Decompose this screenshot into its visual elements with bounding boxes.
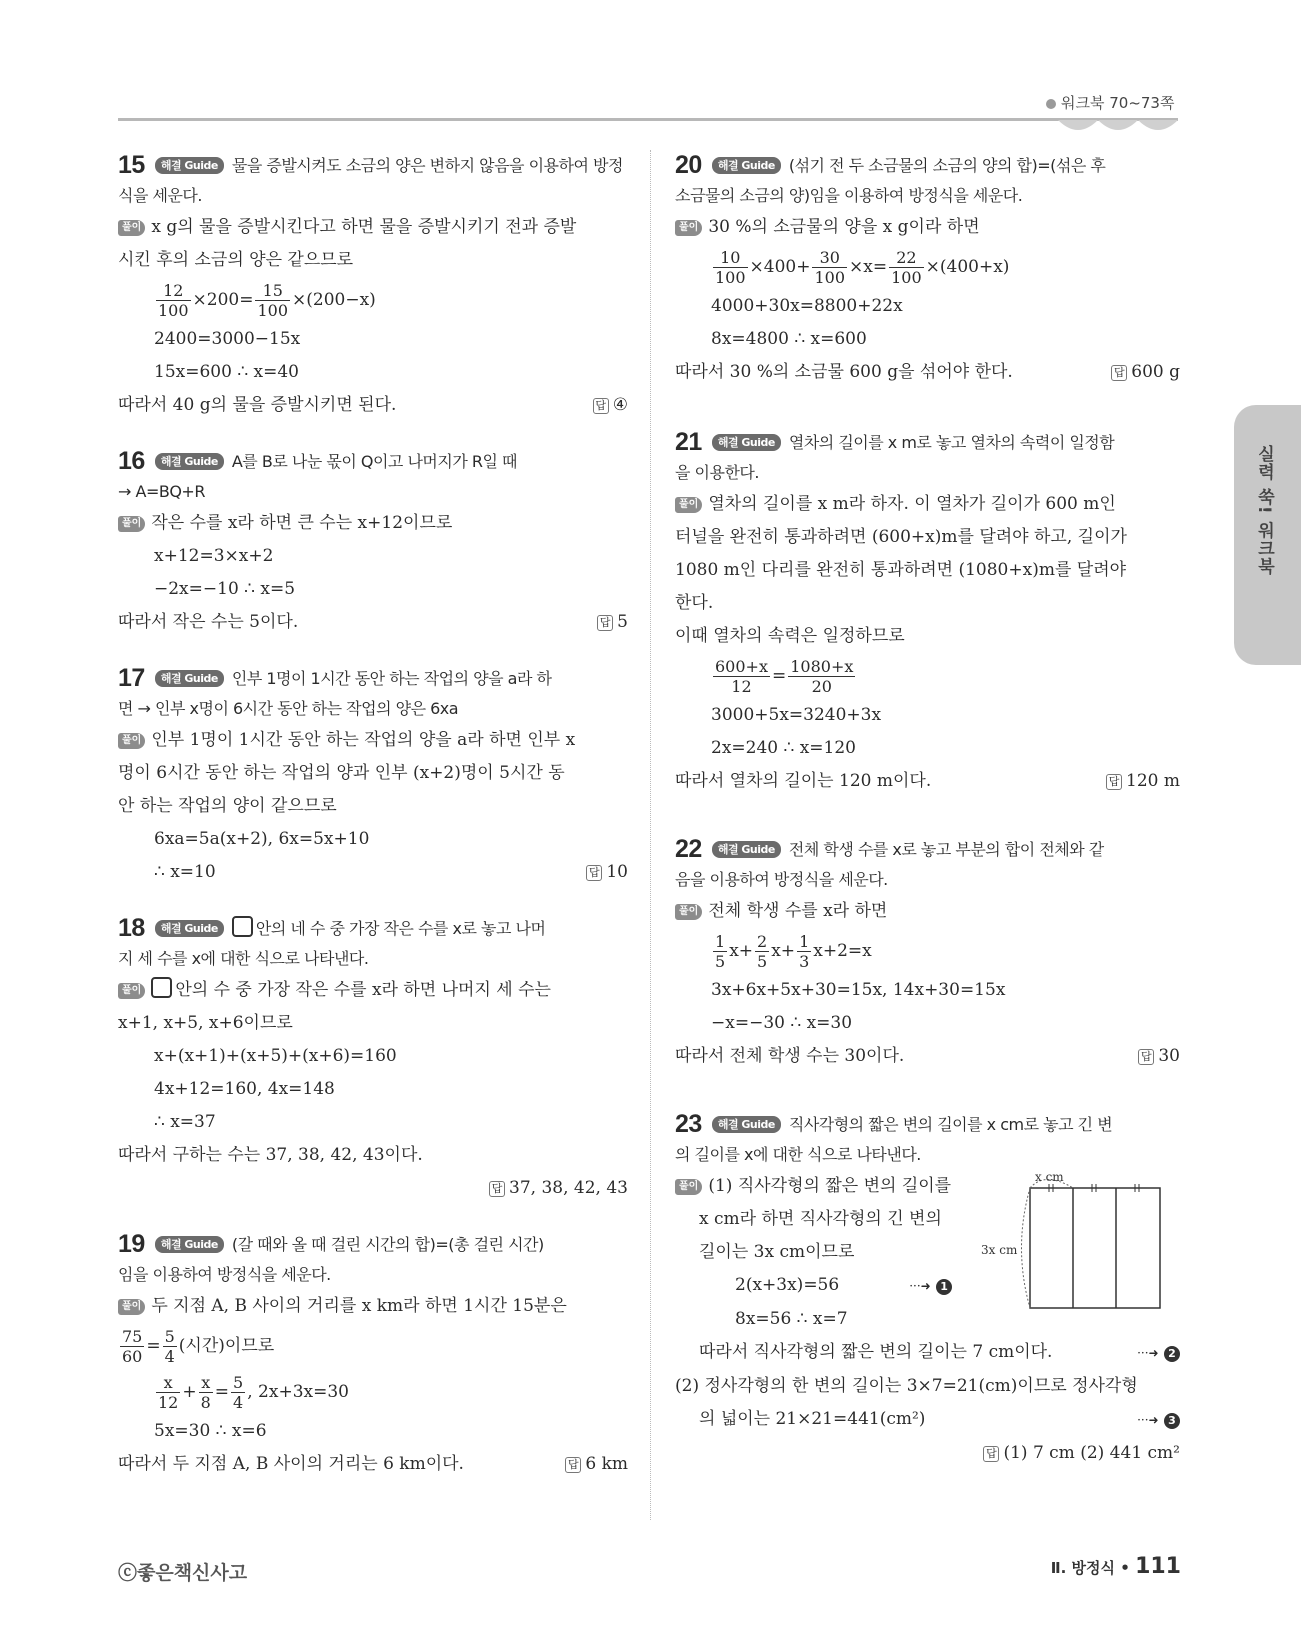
guide-badge: 해결 Guide	[712, 1116, 781, 1133]
answer: 답 37, 38, 42, 43	[118, 1172, 628, 1205]
equation: 4x+12=160, 4x=148	[154, 1079, 335, 1099]
answer-icon: 답	[565, 1457, 581, 1473]
problem-21: 21 해결 Guide 열차의 길이를 x m로 놓고 열차의 속력이 일정함 을 이용한다. 풀이 열차의 길이를 x m라 하자. 이 열차가 길이가 600 m인 터널을 완전히 통과하려면 (600+x)m를 달려야 하고, 길이가 1080 m인 다리를 완전히 통과하려면 (1080+x)m를 달려야 한다. 이때 열차의 속력은 일정하므로 $\frac{600+x}{12}$ = $\frac{1080+x}{20}$ 3000+5x=3240+3x 2x=240 ∴ x=120 따라서 열차의 길이는 120 m이다. 답 120 m	[675, 427, 1180, 798]
solution-badge: 풀이	[118, 983, 145, 999]
guide-text: (갈 때와 올 때 걸린 시간의 합)=(총 걸린 시간)	[231, 1235, 544, 1254]
equation: 6xa=5a(x+2), 6x=5x+10	[154, 829, 370, 849]
solution-badge: 풀이	[118, 220, 145, 236]
equation: ∴ x=10	[154, 862, 216, 882]
solution-badge: 풀이	[118, 516, 145, 532]
answer: 답 5	[597, 606, 628, 639]
conclusion: 따라서 열차의 길이는 120 m이다.	[675, 771, 932, 791]
answer-icon: 답	[1106, 774, 1122, 790]
answer: 답 30	[1138, 1040, 1180, 1073]
problem-number: 16	[118, 447, 145, 475]
equation: $\frac{1}{5}$ x+ $\frac{2}{5}$ x+ $\frac{1}{3}$ x+2=x	[715, 932, 872, 971]
equation: 3x+6x+5x+30=15x, 14x+30=15x	[711, 980, 1006, 1000]
answer: 답 10	[586, 856, 628, 889]
left-column	[118, 150, 628, 1505]
answer-icon: 답	[983, 1446, 999, 1462]
guide-badge: 해결 Guide	[155, 670, 224, 687]
problem-number: 18	[118, 914, 145, 942]
conclusion: 따라서 30 %의 소금물 600 g을 섞어야 한다.	[675, 362, 1013, 382]
problem-17: 17 해결 Guide 인부 1명이 1시간 동안 하는 작업의 양을 a라 하 면 → 인부 x명이 6시간 동안 하는 작업의 양은 6xa 풀이 인부 1명이 1시간 동안 하는 작업의 양을 a라 하면 인부 x 명이 6시간 동안 하는 작업의 양과 인부 (x+2)명이 5시간 동 안 하는 작업의 양이 같으므로 6xa=5a(x+2), 6x=5x+10 ∴ x=10 답 10	[118, 663, 628, 889]
guide-badge: 해결 Guide	[155, 920, 224, 937]
problem-15: 15 해결 Guide 물을 증발시켜도 소금의 양은 변하지 않음을 이용하여 방정식을 세운다. 풀이 x g의 물을 증발시킨다고 하면 물을 증발시키기 전과 증발 시킨 후의 소금의 양은 같으므로 $\frac{12}{100}$ ×200= $\frac{15}{100}$ ×(200−x) 2400=3000−15x 15x=600 ∴ x=40 따라서 40 g의 물을 증발시키면 된다. 답 ④	[118, 150, 628, 422]
problem-20: 20 해결 Guide (섞기 전 두 소금물의 소금의 양의 합)=(섞은 후 소금물의 소금의 양)임을 이용하여 방정식을 세운다. 풀이 30 %의 소금물의 양을 x g이라 하면 $\frac{10}{100}$ ×400+ $\frac{30}{100}$ ×x= $\frac{22}{100}$ ×(400+x) 4000+30x=8800+22x 8x=4800 ∴ x=600 따라서 30 %의 소금물 600 g을 섞어야 한다. 답 600 g	[675, 150, 1180, 389]
equation: $\frac{10}{100}$ ×400+ $\frac{30}{100}$ ×x= $\frac{22}{100}$ ×(400+x)	[715, 248, 1010, 287]
equation: $\frac{600+x}{12}$ = $\frac{1080+x}{20}$	[715, 657, 854, 696]
rectangle-figure	[981, 1170, 1165, 1313]
solution-badge: 풀이	[675, 220, 702, 236]
guide-badge: 해결 Guide	[155, 453, 224, 470]
answer-icon: 답	[489, 1181, 505, 1197]
guide-badge: 해결 Guide	[712, 841, 781, 858]
guide-text: 안의 네 수 중 가장 작은 수를 x로 놓고 나머	[255, 919, 546, 938]
box-icon	[151, 977, 172, 998]
guide-text: 물을 증발시켜도 소금의 양은 변하지 않음을 이용하여 방정식을 세운다.	[118, 156, 623, 205]
guide-text: 직사각형의 짧은 변의 길이를 x cm로 놓고 긴 변	[788, 1115, 1113, 1134]
conclusion: 따라서 두 지점 A, B 사이의 거리는 6 km이다.	[118, 1454, 464, 1474]
guide-badge: 해결 Guide	[155, 1236, 224, 1253]
problem-22: 22 해결 Guide 전체 학생 수를 x로 놓고 부분의 합이 전체와 같 음을 이용하여 방정식을 세운다. 풀이 전체 학생 수를 x라 하면 $\frac{1}{5}$ x+ $\frac{2}{5}$ x+ $\frac{1}{3}$ x+2=x 3x+6x+5x+30=15x, 14x+30=15x −x=−30 ∴ x=30 따라서 전체 학생 수는 30이다. 답 30	[675, 834, 1180, 1073]
problem-number: 17	[118, 664, 145, 692]
answer-icon: 답	[1111, 365, 1127, 381]
guide-text: 전체 학생 수를 x로 놓고 부분의 합이 전체와 같	[788, 840, 1104, 859]
equation: −x=−30 ∴ x=30	[711, 1013, 853, 1033]
solution-badge: 풀이	[675, 497, 702, 513]
step-2-marker: 2	[1164, 1346, 1180, 1362]
equation: 8x=56 ∴ x=7	[735, 1309, 848, 1329]
answer: 답 120 m	[1106, 765, 1180, 798]
page-number: 111	[1135, 1554, 1181, 1579]
step-3-marker: 3	[1164, 1413, 1180, 1429]
right-column	[675, 150, 1180, 1494]
solution-badge: 풀이	[675, 1179, 702, 1195]
equation: 2x=240 ∴ x=120	[711, 738, 856, 758]
answer-icon: 답	[586, 865, 602, 881]
equation: $\frac{x}{12}$ + $\frac{x}{8}$ = $\frac{5}{4}$ , 2x+3x=30	[158, 1373, 349, 1412]
guide-badge: 해결 Guide	[712, 434, 781, 451]
problem-number: 20	[675, 151, 702, 179]
problem-18: 18 해결 Guide 안의 네 수 중 가장 작은 수를 x로 놓고 나머 지 세 수를 x에 대한 식으로 나타낸다. 풀이 안의 수 중 가장 작은 수를 x라 하면 나머지 세 수는 x+1, x+5, x+6이므로 x+(x+1)+(x+5)+(x+6)=160 4x+12=160, 4x=148 ∴ x=37 따라서 구하는 수는 37, 38, 42, 43이다. 답 37, 38, 42, 43	[118, 913, 628, 1205]
equation: 2(x+3x)=56 ···➜ 1	[675, 1269, 1180, 1303]
answer: 답 (1) 7 cm (2) 441 cm²	[675, 1437, 1180, 1470]
conclusion: 따라서 구하는 수는 37, 38, 42, 43이다.	[118, 1145, 423, 1165]
solution-badge: 풀이	[118, 733, 145, 749]
box-icon	[232, 916, 253, 937]
problem-number: 23	[675, 1110, 702, 1138]
equation: −2x=−10 ∴ x=5	[154, 579, 296, 599]
equation: 3000+5x=3240+3x	[711, 705, 882, 725]
answer-icon: 답	[1138, 1049, 1154, 1065]
equation: x+12=3×x+2	[154, 546, 274, 566]
step-1-marker: 1	[936, 1279, 952, 1295]
equation: $\frac{12}{100}$ ×200= $\frac{15}{100}$ ×(200−x)	[158, 281, 376, 320]
column-divider	[650, 150, 651, 1520]
equation: 2400=3000−15x	[154, 329, 301, 349]
solution-badge: 풀이	[675, 904, 702, 920]
problem-16: 16 해결 Guide A를 B로 나눈 몫이 Q이고 나머지가 R일 때 → A=BQ+R 풀이 작은 수를 x라 하면 큰 수는 x+12이므로 x+12=3×x+2 −2x=−10 ∴ x=5 따라서 작은 수는 5이다. 답 5	[118, 446, 628, 639]
page-footer	[1051, 1554, 1181, 1579]
problem-number: 22	[675, 835, 702, 863]
solution-badge: 풀이	[118, 1299, 145, 1315]
side-tab: 실력 쑥! 워크북	[1234, 405, 1301, 665]
guide-text: 인부 1명이 1시간 동안 하는 작업의 양을 a라 하	[231, 669, 552, 688]
conclusion: 따라서 40 g의 물을 증발시키면 된다.	[118, 395, 397, 415]
conclusion: 따라서 전체 학생 수는 30이다.	[675, 1046, 905, 1066]
answer-icon: 답	[593, 398, 609, 414]
workbook-reference: 워크북 70~73쪽	[1046, 92, 1174, 113]
guide-badge: 해결 Guide	[712, 157, 781, 174]
guide-badge: 해결 Guide	[155, 157, 224, 174]
equation: ∴ x=37	[154, 1112, 216, 1132]
equation: x+(x+1)+(x+5)+(x+6)=160	[154, 1046, 397, 1066]
guide-text: 열차의 길이를 x m로 놓고 열차의 속력이 일정함	[788, 433, 1115, 452]
problem-number: 15	[118, 151, 145, 179]
publisher-logo: ⓒ좋은책신사고	[118, 1563, 248, 1584]
problem-number: 21	[675, 428, 702, 456]
figure-top-label: x cm	[1035, 1170, 1064, 1184]
answer-icon: 답	[597, 615, 613, 631]
equation: 15x=600 ∴ x=40	[154, 362, 299, 382]
figure-side-label: 3x cm	[981, 1243, 1018, 1257]
problem-number: 19	[118, 1230, 145, 1258]
equation: 5x=30 ∴ x=6	[154, 1421, 267, 1441]
wave-decoration	[1058, 118, 1178, 132]
header-rule	[118, 118, 1178, 121]
equation: 8x=4800 ∴ x=600	[711, 329, 867, 349]
answer: 답 ④	[593, 389, 628, 422]
problem-23: 23 해결 Guide 직사각형의 짧은 변의 길이를 x cm로 놓고 긴 변 의 길이를 x에 대한 식으로 나타낸다. 풀이 (1) 직사각형의 짧은 변의 길이를 x cm라 하면 직사각형의 긴 변의 길이는 3x cm이므로 2(x+3x)=56 ···➜ 1 8x=56 ∴ x=7 따라서 직사각형의 짧은 변의 길이는 7 cm이다. ···➜ 2 (2) 정사각형의 한 변의 길이는 3×7=21(cm)이므로 정사각형 의 넓이는 21×21=441(cm²) ···➜ 3 답 (1) 7 cm (2) 441 cm² x cm 3x cm	[675, 1109, 1180, 1470]
chapter-label: Ⅱ. 방정식 •	[1050, 1559, 1130, 1577]
equation: 4000+30x=8800+22x	[711, 296, 903, 316]
problem-19: 19 해결 Guide (갈 때와 올 때 걸린 시간의 합)=(총 걸린 시간) 임을 이용하여 방정식을 세운다. 풀이 두 지점 A, B 사이의 거리를 x km라 하면 1시간 15분은 $\frac{75}{60}$ = $\frac{5}{4}$ (시간)이므로 $\frac{x}{12}$ + $\frac{x}{8}$ = $\frac{5}{4}$ , 2x+3x=30 5x=30 ∴ x=6 따라서 두 지점 A, B 사이의 거리는 6 km이다. 답 6 km	[118, 1229, 628, 1481]
conclusion: 따라서 작은 수는 5이다.	[118, 612, 299, 632]
answer: 답 6 km	[565, 1448, 628, 1481]
bullet-dot-icon	[1046, 99, 1056, 109]
guide-text: (섞기 전 두 소금물의 소금의 양의 합)=(섞은 후	[788, 156, 1106, 175]
guide-text: A를 B로 나눈 몫이 Q이고 나머지가 R일 때	[231, 452, 517, 471]
answer: 답 600 g	[1111, 356, 1180, 389]
